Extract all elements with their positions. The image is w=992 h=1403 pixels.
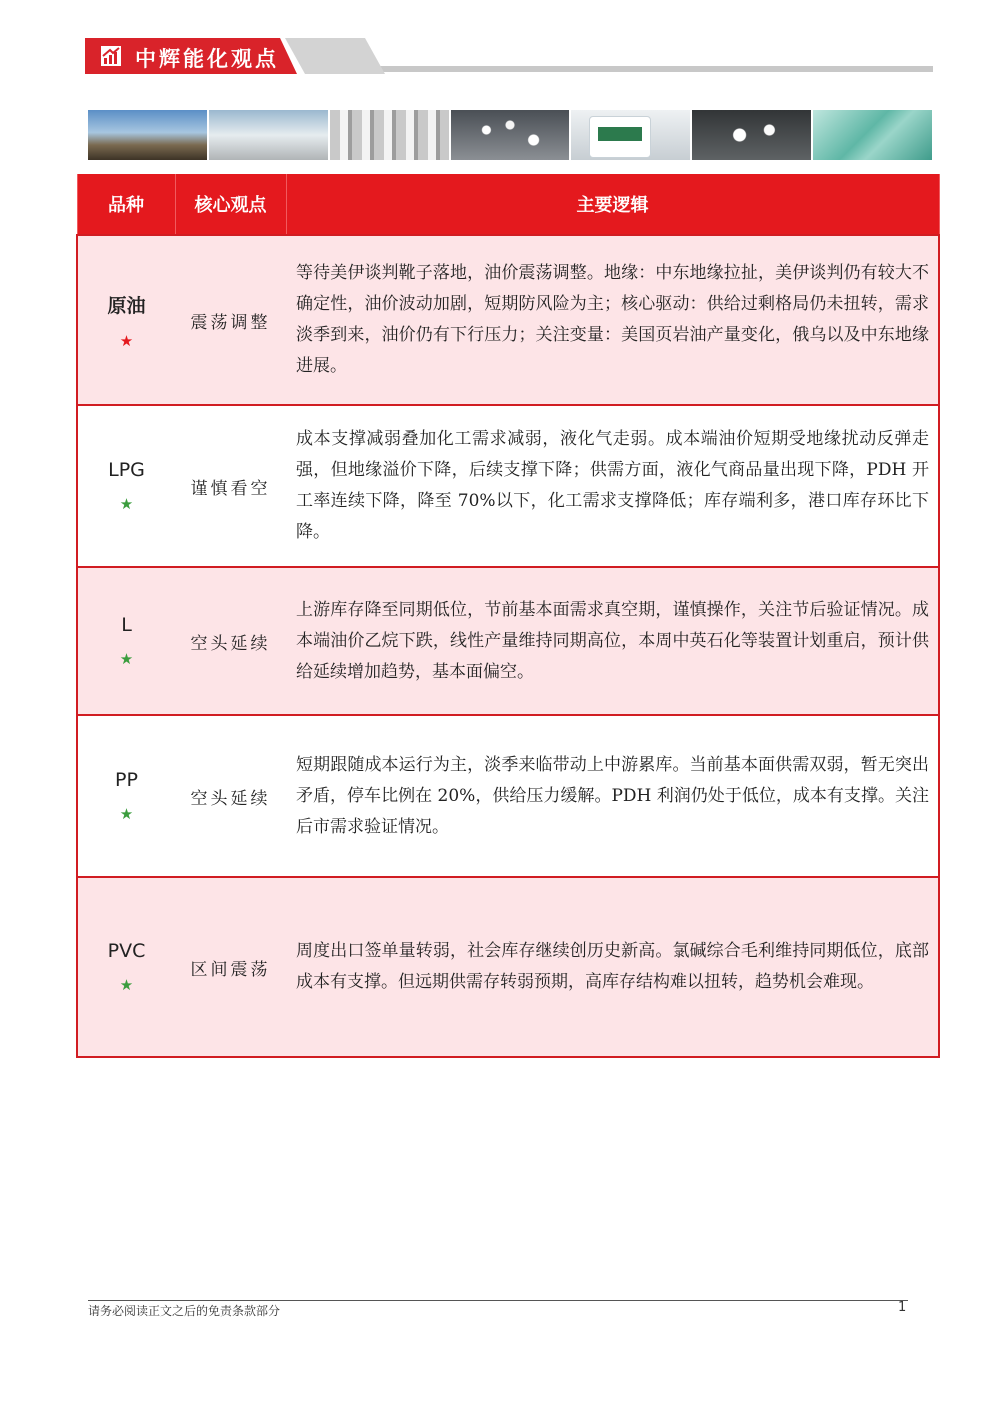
oil-pumpjack-image (88, 110, 207, 160)
header-banner (85, 38, 933, 78)
variety-cell (77, 235, 175, 405)
polymer-pellets-image (451, 110, 570, 160)
table-row (77, 405, 939, 567)
main-logic-cell: 周度出口签单量转弱，社会库存继续创历史新高。氯碱综合毛利维持同期低位，底部成本有支撑。但远期供需存转弱预期，高库存结构难以扭转，趋势机会难现。 (286, 877, 939, 1057)
page-number: 1 (898, 1300, 907, 1315)
main-logic-cell: 等待美伊谈判靴子落地，油价震荡调整。地缘：中东地缘拉扯，美伊谈判仍有较大不确定性，油价波动加剧，短期防风险为主；核心驱动：供给过剩格局仍未扭转，需求淡季到来，油价仍有下行压力；关注变量：美国页岩油产量变化，俄乌以及中东地缘进展。 (286, 235, 939, 405)
variety-cell (77, 567, 175, 715)
column-header-main-logic: 主要逻辑 (286, 174, 939, 235)
variety-cell (77, 877, 175, 1057)
variety-name: 原油 (107, 294, 146, 317)
star-rating-icon: ★ (119, 976, 134, 994)
variety-name: PP (115, 769, 138, 791)
banner-divider (313, 66, 933, 72)
plastic-granules-image (692, 110, 811, 160)
star-rating-icon: ★ (119, 331, 134, 350)
table-row (77, 235, 939, 405)
table-row (77, 877, 939, 1057)
variety-name: LPG (108, 459, 145, 481)
star-rating-icon: ★ (119, 650, 134, 668)
variety-cell (77, 715, 175, 877)
product-image-strip (88, 110, 932, 160)
pvc-pipes-image (330, 110, 449, 160)
lpg-tank-image (209, 110, 328, 160)
disclaimer-notice: 请务必阅读正文之后的免责条款部分 (88, 1304, 281, 1318)
core-view-cell: 谨慎看空 (175, 405, 286, 567)
core-view-cell: 空头延续 (175, 715, 286, 877)
table-row (77, 567, 939, 715)
banner-gray-tab (285, 38, 385, 74)
column-header-variety: 品种 (77, 174, 175, 235)
ethylene-glycol-bottle-image (571, 110, 690, 160)
variety-cell (77, 405, 175, 567)
page-title: 中辉能化观点 (135, 46, 279, 71)
footer-divider (88, 1300, 908, 1301)
main-logic-cell: 上游库存降至同期低位，节前基本面需求真空期，谨慎操作，关注节后验证情况。成本端油价乙烷下跌，线性产量维持同期高位，本周中英石化等装置计划重启，预计供给延续增加趋势，基本面偏空。 (286, 567, 939, 715)
column-header-core-view: 核心观点 (175, 174, 286, 235)
table-header-row (77, 174, 939, 235)
core-view-cell: 空头延续 (175, 567, 286, 715)
views-table (76, 174, 940, 1058)
variety-name: L (121, 614, 132, 636)
bottle-label (598, 127, 642, 141)
core-view-cell: 区间震荡 (175, 877, 286, 1057)
variety-name: PVC (107, 940, 146, 962)
glass-sheets-image (813, 110, 932, 160)
main-logic-cell: 成本支撑减弱叠加化工需求减弱，液化气走弱。成本端油价短期受地缘扰动反弹走强，但地缘溢价下降，后续支撑下降；供需方面，液化气商品量出现下降，PDH 开工率连续下降，降至 70%以下，化工需求支撑降低；库存端利多，港口库存环比下降。 (286, 405, 939, 567)
star-rating-icon: ★ (119, 805, 134, 823)
star-rating-icon: ★ (119, 495, 134, 513)
table-row (77, 715, 939, 877)
core-view-cell: 震荡调整 (175, 235, 286, 405)
bottle-shape (589, 116, 651, 158)
main-logic-cell: 短期跟随成本运行为主，淡季来临带动上中游累库。当前基本面供需双弱，暂无突出矛盾，停车比例在 20%，供给压力缓解。PDH 利润仍处于低位，成本有支撑。关注后市需求验证情况。 (286, 715, 939, 877)
bar-chart-growth-icon (99, 44, 123, 68)
